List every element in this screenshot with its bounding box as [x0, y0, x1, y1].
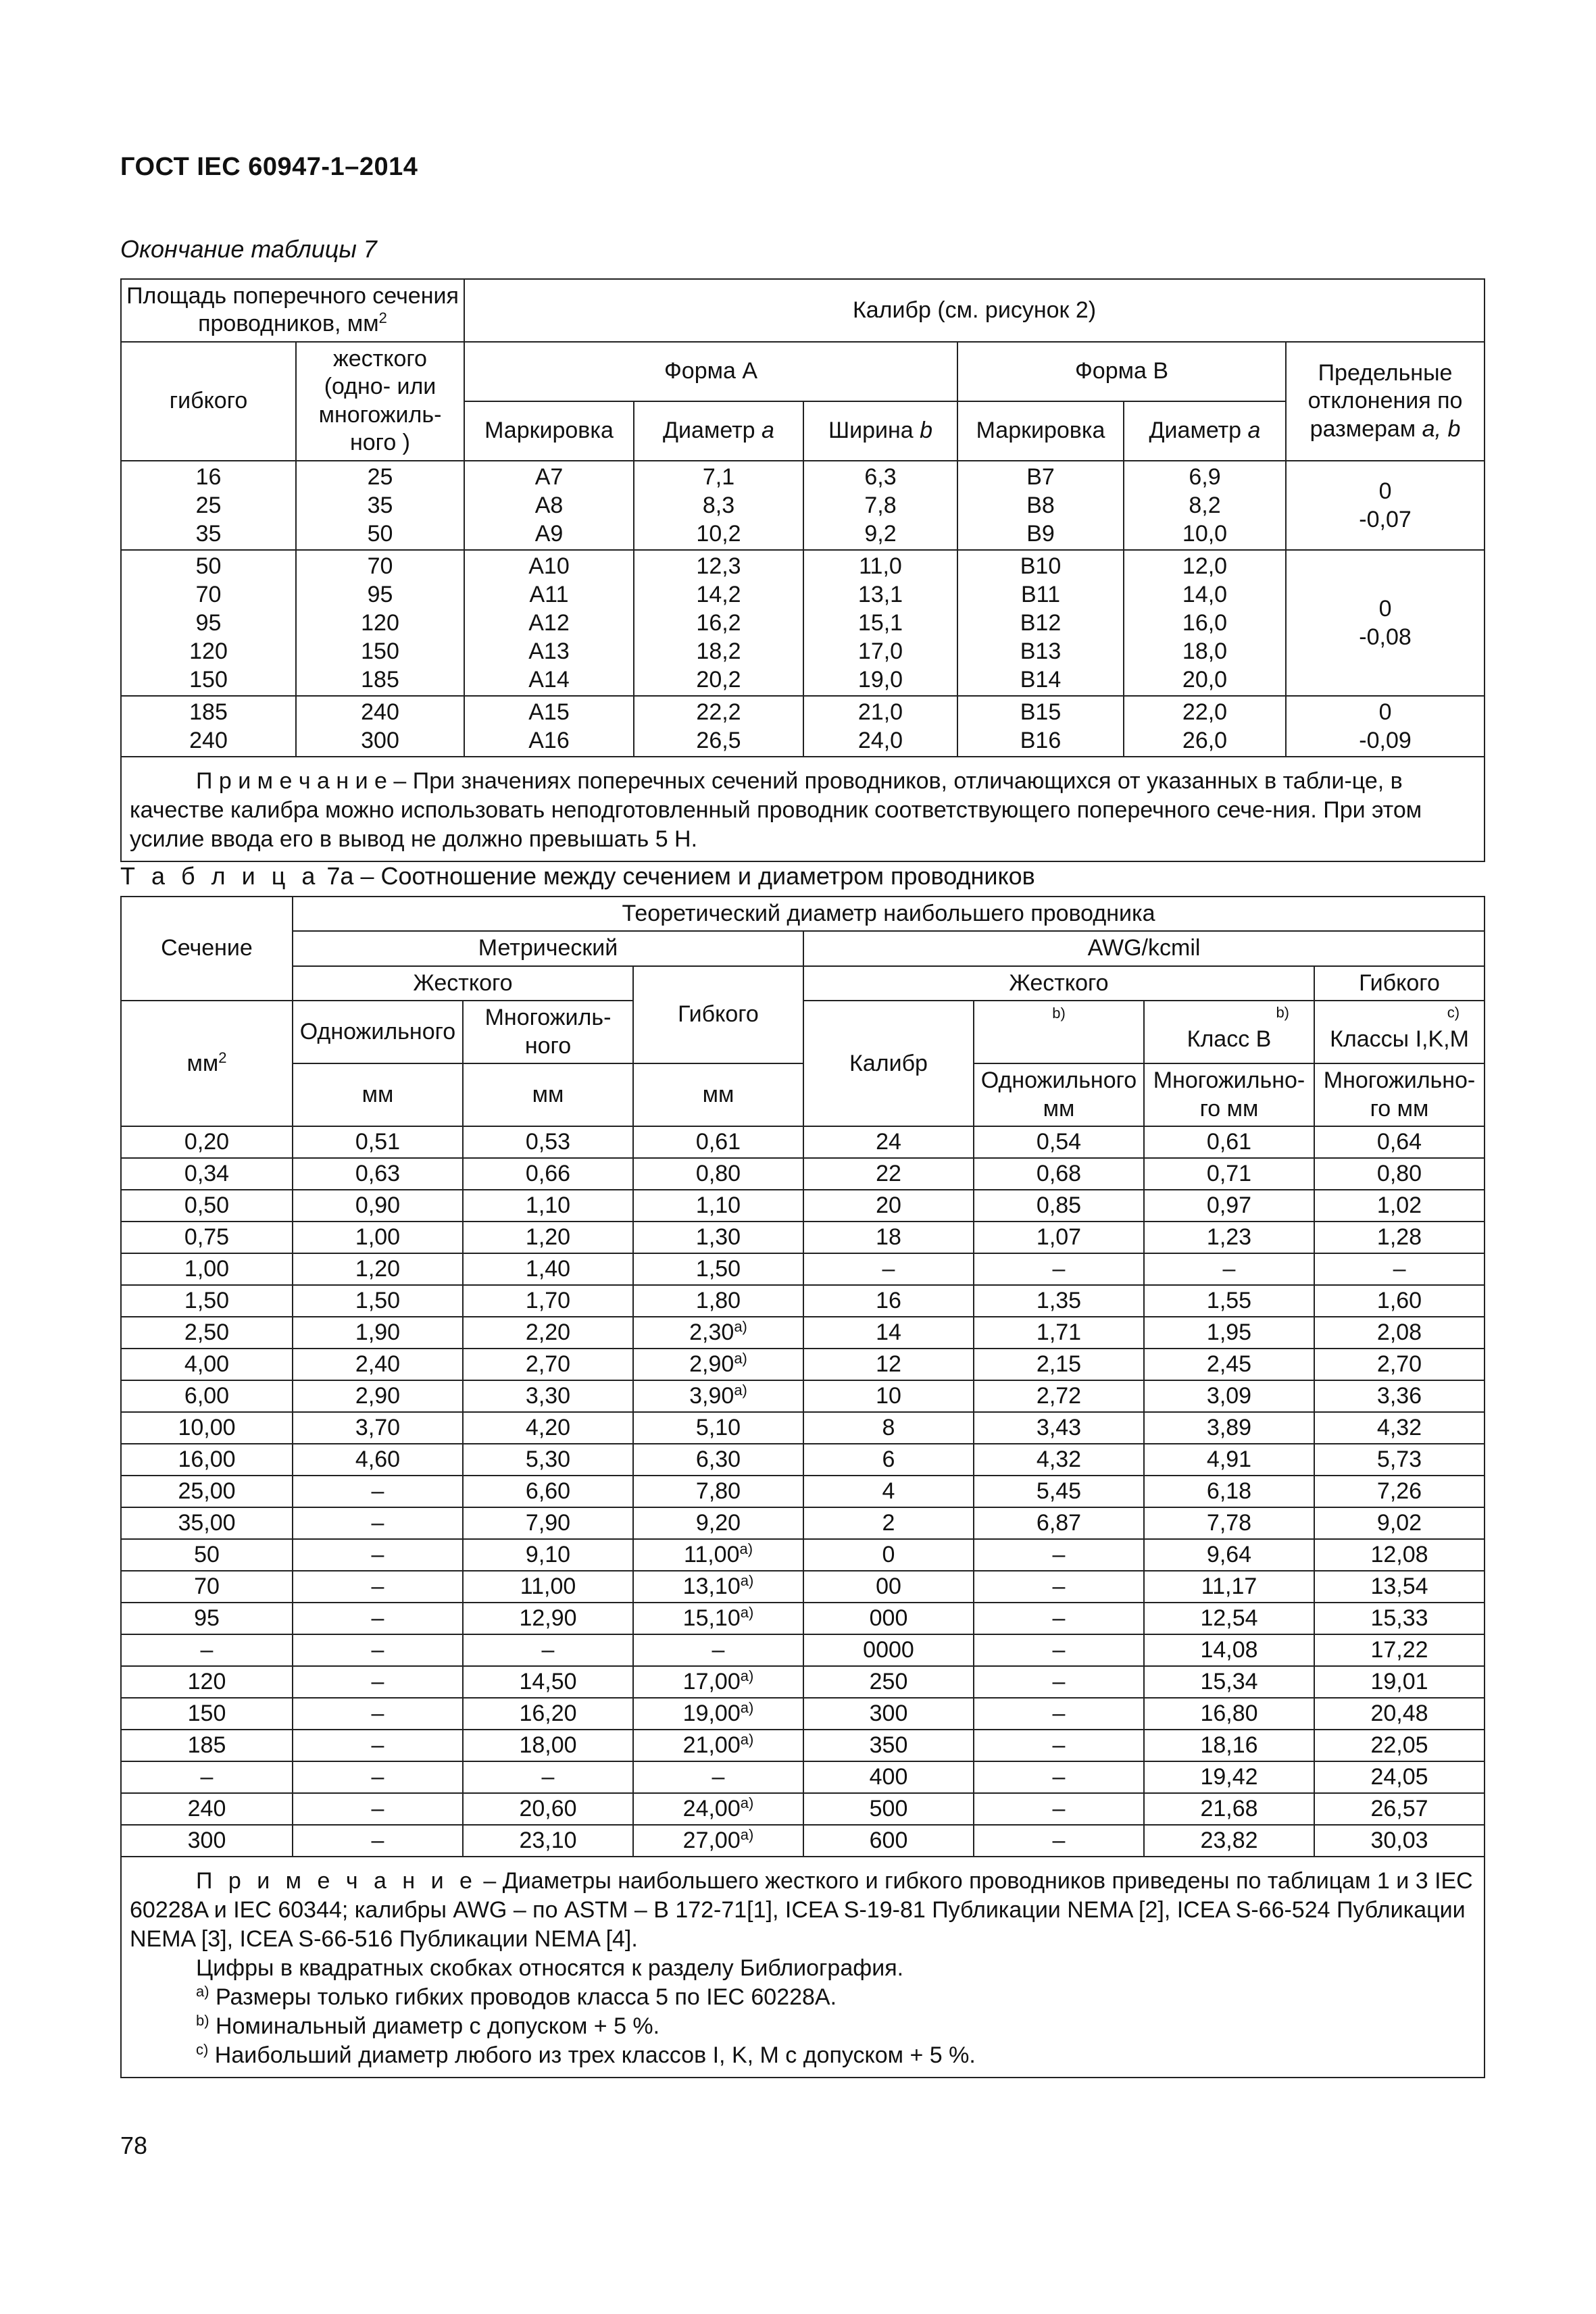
cell-awg-single: –	[974, 1571, 1144, 1603]
cell-awg-classes-ikm: 30,03	[1314, 1825, 1485, 1857]
cell-flexible: –	[633, 1634, 803, 1666]
table-7-group	[121, 550, 1485, 696]
table-row	[121, 1539, 1485, 1571]
cell-section: 150	[121, 1698, 293, 1730]
cell-multi-core: 0,53	[463, 1126, 633, 1158]
footnote-mark: a)	[740, 1604, 754, 1621]
cell-section: 10,00	[121, 1412, 293, 1444]
header-mm2: $мм^2$	[121, 1001, 293, 1126]
cell-section: 50	[121, 1539, 293, 1571]
header-multi-core-mm: Многожильно- го мм	[1144, 1063, 1314, 1126]
cell-awg-class-b: 18,16	[1144, 1730, 1314, 1761]
cell-multi-core: 18,00	[463, 1730, 633, 1761]
cell-awg-classes-ikm: 5,73	[1314, 1444, 1485, 1476]
cell-awg-class-b: 4,91	[1144, 1444, 1314, 1476]
cell-flexible: 13,10$^{a)}$	[633, 1571, 803, 1603]
cell-awg-classes-ikm: 1,02	[1314, 1190, 1485, 1222]
cell-diameter-b: 22,0 26,0	[1124, 696, 1286, 757]
header-diameter-b: Диаметр a	[1124, 401, 1286, 461]
cell-section: –	[121, 1761, 293, 1793]
cell-single-core: –	[293, 1666, 463, 1698]
cell-awg-single: –	[974, 1761, 1144, 1793]
table-row	[121, 1317, 1485, 1349]
cell-single-core: 1,90	[293, 1317, 463, 1349]
cell-multi-core: 12,90	[463, 1603, 633, 1634]
cell-single-core: 0,51	[293, 1126, 463, 1158]
cell-awg-single: 4,32	[974, 1444, 1144, 1476]
cell-awg-gauge: 24	[803, 1126, 974, 1158]
cell-flexible: –	[633, 1761, 803, 1793]
cell-multi-core: 20,60	[463, 1793, 633, 1825]
table-row	[121, 1380, 1485, 1412]
cell-single-core: 0,63	[293, 1158, 463, 1190]
footnote-mark: a)	[740, 1731, 754, 1749]
cell-awg-class-b: 11,17	[1144, 1571, 1314, 1603]
cell-awg-single: 1,71	[974, 1317, 1144, 1349]
table-row	[121, 1190, 1485, 1222]
cell-awg-gauge: 350	[803, 1730, 974, 1761]
cell-diameter-a: 22,2 26,5	[634, 696, 803, 757]
cell-width-a: 21,0 24,0	[803, 696, 957, 757]
cell-marking-b: В15 В16	[957, 696, 1124, 757]
cell-awg-class-b: 6,18	[1144, 1476, 1314, 1507]
table-row	[121, 1730, 1485, 1761]
table-row	[121, 1634, 1485, 1666]
cell-awg-gauge: 0000	[803, 1634, 974, 1666]
cell-awg-single: 0,54	[974, 1126, 1144, 1158]
cell-awg-single: 2,72	[974, 1380, 1144, 1412]
cell-section: 185	[121, 1730, 293, 1761]
cell-multi-core: 16,20	[463, 1698, 633, 1730]
cell-awg-single: 2,15	[974, 1349, 1144, 1380]
header-unit-mm: мм	[293, 1063, 463, 1126]
cell-awg-class-b: 1,23	[1144, 1222, 1314, 1253]
cell-awg-single: 5,45	[974, 1476, 1144, 1507]
cell-multi-core: 0,66	[463, 1158, 633, 1190]
cell-multi-core: 1,20	[463, 1222, 633, 1253]
cell-single-core: –	[293, 1793, 463, 1825]
cell-single-core: –	[293, 1571, 463, 1603]
cell-awg-classes-ikm: 9,02	[1314, 1507, 1485, 1539]
cell-flexible: 15,10$^{a)}$	[633, 1603, 803, 1634]
cell-awg-classes-ikm: 2,70	[1314, 1349, 1485, 1380]
cell-awg-gauge: 0	[803, 1539, 974, 1571]
cell-section: –	[121, 1634, 293, 1666]
cell-tolerance: 0 -0,08	[1286, 550, 1485, 696]
cell-awg-classes-ikm: 15,33	[1314, 1603, 1485, 1634]
cell-single-core: 3,70	[293, 1412, 463, 1444]
cell-flexible: 6,30	[633, 1444, 803, 1476]
cell-section: 70	[121, 1571, 293, 1603]
table-row	[121, 1571, 1485, 1603]
cell-awg-class-b: 23,82	[1144, 1825, 1314, 1857]
note-label: П р и м е ч а н и е	[196, 1868, 477, 1894]
cell-section: 0,20	[121, 1126, 293, 1158]
footnote-mark: a)	[734, 1350, 747, 1367]
cell-awg-single: –	[974, 1253, 1144, 1285]
table-row	[121, 1253, 1485, 1285]
cell-awg-single: –	[974, 1793, 1144, 1825]
cell-multi-core: –	[463, 1634, 633, 1666]
cell-awg-classes-ikm: 13,54	[1314, 1571, 1485, 1603]
table-row	[121, 1476, 1485, 1507]
footnote-mark: a)	[739, 1540, 753, 1558]
cell-awg-classes-ikm: 1,28	[1314, 1222, 1485, 1253]
header-gauge: Калибр (см. рисунок 2)	[464, 279, 1485, 342]
cell-awg-gauge: 12	[803, 1349, 974, 1380]
cell-awg-class-b: 0,97	[1144, 1190, 1314, 1222]
header-multi-core-mm: Многожильно- го мм	[1314, 1063, 1485, 1126]
header-section: Сечение	[121, 897, 293, 1001]
cell-multi-core: 1,40	[463, 1253, 633, 1285]
cell-flexible: 27,00$^{a)}$	[633, 1825, 803, 1857]
header-area: Площадь поперечного сечения проводников, $мм^2$	[121, 279, 464, 342]
cell-single-core: –	[293, 1761, 463, 1793]
cell-awg-classes-ikm: 22,05	[1314, 1730, 1485, 1761]
cell-awg-class-b: 19,42	[1144, 1761, 1314, 1793]
cell-awg-class-b: 2,45	[1144, 1349, 1314, 1380]
cell-section: 0,75	[121, 1222, 293, 1253]
cell-single-core: –	[293, 1825, 463, 1857]
header-marking-b: Маркировка	[957, 401, 1124, 461]
cell-awg-gauge: 600	[803, 1825, 974, 1857]
cell-awg-gauge: 10	[803, 1380, 974, 1412]
table-7-group	[121, 461, 1485, 550]
cell-rigid: 240 300	[296, 696, 464, 757]
cell-awg-gauge: 400	[803, 1761, 974, 1793]
cell-multi-core: –	[463, 1761, 633, 1793]
header-awg-gauge: Калибр	[803, 1001, 974, 1126]
note-text: – При значениях поперечных сечений проводников, отличающихся от указанных в табли-це, в качестве калибра можно использовать неподготовленный проводник соответствующего поперечного сече-ния. При этом усилие ввода его в вывод не должно превышать 5 Н.	[130, 768, 1422, 852]
cell-flexible: 21,00$^{a)}$	[633, 1730, 803, 1761]
cell-section: 1,00	[121, 1253, 293, 1285]
header-single-core-mm: Одножильного мм	[974, 1063, 1144, 1126]
cell-awg-class-b: 12,54	[1144, 1603, 1314, 1634]
cell-awg-single: –	[974, 1730, 1144, 1761]
cell-section: 2,50	[121, 1317, 293, 1349]
cell-awg-single: 6,87	[974, 1507, 1144, 1539]
cell-single-core: 4,60	[293, 1444, 463, 1476]
cell-marking-a: А10 А11 А12 А13 А14	[464, 550, 634, 696]
cell-awg-gauge: 250	[803, 1666, 974, 1698]
cell-awg-class-b: 7,78	[1144, 1507, 1314, 1539]
page-number: 78	[120, 2132, 148, 2159]
cell-awg-gauge: 20	[803, 1190, 974, 1222]
cell-tolerance: 0 -0,07	[1286, 461, 1485, 550]
note-label: П р и м е ч а н и е	[196, 768, 387, 794]
cell-multi-core: 5,30	[463, 1444, 633, 1476]
table-row	[121, 1666, 1485, 1698]
header-awg: AWG/kcmil	[803, 931, 1485, 965]
cell-awg-class-b: 3,09	[1144, 1380, 1314, 1412]
table-row	[121, 1603, 1485, 1634]
table-row	[121, 1761, 1485, 1793]
header-form-b: Форма В	[957, 342, 1286, 401]
cell-flexible: 19,00$^{a)}$	[633, 1698, 803, 1730]
cell-single-core: –	[293, 1476, 463, 1507]
table-row	[121, 1412, 1485, 1444]
cell-flexible: 5,10	[633, 1412, 803, 1444]
cell-awg-classes-ikm: 12,08	[1314, 1539, 1485, 1571]
table-row	[121, 1793, 1485, 1825]
cell-awg-gauge: 8	[803, 1412, 974, 1444]
cell-flexible: 17,00$^{a)}$	[633, 1666, 803, 1698]
cell-awg-class-b: 3,89	[1144, 1412, 1314, 1444]
cell-awg-class-b: 9,64	[1144, 1539, 1314, 1571]
cell-multi-core: 1,70	[463, 1285, 633, 1317]
cell-section: 35,00	[121, 1507, 293, 1539]
cell-awg-gauge: 6	[803, 1444, 974, 1476]
header-metric-flexible: Гибкого	[633, 966, 803, 1063]
cell-section: 0,34	[121, 1158, 293, 1190]
document-title: ГОСТ IEC 60947-1–2014	[120, 153, 418, 181]
table-7-caption: Окончание таблицы 7	[120, 235, 377, 263]
header-unit-mm: мм	[633, 1063, 803, 1126]
cell-awg-single: –	[974, 1666, 1144, 1698]
cell-section: 95	[121, 1603, 293, 1634]
table-row	[121, 1507, 1485, 1539]
cell-section: 6,00	[121, 1380, 293, 1412]
cell-single-core: –	[293, 1539, 463, 1571]
cell-single-core: 2,40	[293, 1349, 463, 1380]
cell-single-core: 2,90	[293, 1380, 463, 1412]
footnote-mark: a)	[734, 1318, 747, 1336]
header-awg-rigid: Жесткого	[803, 966, 1314, 1001]
footnote-mark: a)	[740, 1699, 754, 1717]
header-limit-deviation: Предельные отклонения по размерам a, b	[1286, 342, 1485, 461]
cell-awg-single: –	[974, 1539, 1144, 1571]
cell-awg-single: –	[974, 1603, 1144, 1634]
table-row	[121, 1444, 1485, 1476]
cell-awg-gauge: 300	[803, 1698, 974, 1730]
cell-awg-classes-ikm: 1,60	[1314, 1285, 1485, 1317]
footnote-mark: a)	[734, 1382, 747, 1399]
footnote-mark: a)	[740, 1667, 754, 1685]
cell-flexible: 1,10	[633, 1190, 803, 1222]
cell-section: 300	[121, 1825, 293, 1857]
cell-awg-classes-ikm: 20,48	[1314, 1698, 1485, 1730]
cell-rigid: 70 95 120 150 185	[296, 550, 464, 696]
cell-multi-core: 7,90	[463, 1507, 633, 1539]
header-rigid: жесткого (одно- или многожиль- ного )	[296, 342, 464, 461]
table-7	[120, 278, 1485, 862]
cell-awg-gauge: 00	[803, 1571, 974, 1603]
footnote-mark: a)	[740, 1794, 754, 1812]
table-row	[121, 1222, 1485, 1253]
cell-multi-core: 2,20	[463, 1317, 633, 1349]
cell-marking-b: В7 В8 В9	[957, 461, 1124, 550]
footnote-mark: a)	[740, 1826, 754, 1844]
cell-awg-gauge: 000	[803, 1603, 974, 1634]
cell-section: 25,00	[121, 1476, 293, 1507]
header-marking-a: Маркировка	[464, 401, 634, 461]
cell-flexible: 7,80	[633, 1476, 803, 1507]
cell-diameter-a: 12,3 14,2 16,2 18,2 20,2	[634, 550, 803, 696]
cell-awg-class-b: 15,34	[1144, 1666, 1314, 1698]
cell-awg-classes-ikm: 19,01	[1314, 1666, 1485, 1698]
cell-section: 0,50	[121, 1190, 293, 1222]
cell-multi-core: 3,30	[463, 1380, 633, 1412]
cell-rigid: 25 35 50	[296, 461, 464, 550]
header-awg-single-note: b)	[974, 1001, 1144, 1063]
cell-awg-class-b: 21,68	[1144, 1793, 1314, 1825]
cell-awg-classes-ikm: 7,26	[1314, 1476, 1485, 1507]
cell-awg-class-b: 0,61	[1144, 1126, 1314, 1158]
cell-awg-class-b: 16,80	[1144, 1698, 1314, 1730]
footnote-c: $^{c)}$ Наибольший диаметр любого из трех классов I, K, M с допуском + 5 %.	[196, 2041, 976, 2069]
table-row	[121, 1698, 1485, 1730]
cell-section: 1,50	[121, 1285, 293, 1317]
cell-flex: 16 25 35	[121, 461, 296, 550]
header-awg-flexible: Гибкого	[1314, 966, 1485, 1001]
cell-awg-gauge: 18	[803, 1222, 974, 1253]
table-7a	[120, 896, 1485, 2078]
cell-awg-classes-ikm: 24,05	[1314, 1761, 1485, 1793]
cell-diameter-b: 12,0 14,0 16,0 18,0 20,0	[1124, 550, 1286, 696]
cell-awg-classes-ikm: 2,08	[1314, 1317, 1485, 1349]
cell-awg-class-b: 0,71	[1144, 1158, 1314, 1190]
cell-single-core: 1,00	[293, 1222, 463, 1253]
cell-awg-single: 1,07	[974, 1222, 1144, 1253]
cell-awg-class-b: 1,55	[1144, 1285, 1314, 1317]
cell-section: 4,00	[121, 1349, 293, 1380]
cell-awg-class-b: 14,08	[1144, 1634, 1314, 1666]
header-unit-mm: мм	[463, 1063, 633, 1126]
cell-multi-core: 14,50	[463, 1666, 633, 1698]
cell-multi-core: 23,10	[463, 1825, 633, 1857]
cell-section: 16,00	[121, 1444, 293, 1476]
cell-awg-gauge: 22	[803, 1158, 974, 1190]
table-row	[121, 1285, 1485, 1317]
cell-single-core: –	[293, 1507, 463, 1539]
cell-awg-single: –	[974, 1825, 1144, 1857]
cell-marking-b: В10 В11 В12 В13 В14	[957, 550, 1124, 696]
cell-awg-gauge: 500	[803, 1793, 974, 1825]
cell-single-core: 1,50	[293, 1285, 463, 1317]
cell-flexible: 11,00$^{a)}$	[633, 1539, 803, 1571]
footnote-mark: a)	[740, 1572, 754, 1590]
cell-awg-single: –	[974, 1698, 1144, 1730]
cell-awg-classes-ikm: 17,22	[1314, 1634, 1485, 1666]
header-metric: Метрический	[293, 931, 803, 965]
cell-awg-classes-ikm: 0,80	[1314, 1158, 1485, 1190]
cell-flexible: 3,90$^{a)}$	[633, 1380, 803, 1412]
cell-awg-gauge: 14	[803, 1317, 974, 1349]
cell-flexible: 2,30$^{a)}$	[633, 1317, 803, 1349]
cell-width-a: 11,0 13,1 15,1 17,0 19,0	[803, 550, 957, 696]
cell-flexible: 1,50	[633, 1253, 803, 1285]
header-diameter-a: Диаметр a	[634, 401, 803, 461]
header-single-core: Одножильного	[293, 1001, 463, 1063]
cell-awg-gauge: –	[803, 1253, 974, 1285]
header-class-b: $^{b)}$ Класс В	[1144, 1001, 1314, 1063]
cell-awg-gauge: 16	[803, 1285, 974, 1317]
cell-flexible: 9,20	[633, 1507, 803, 1539]
cell-awg-classes-ikm: 0,64	[1314, 1126, 1485, 1158]
cell-awg-single: –	[974, 1634, 1144, 1666]
cell-section: 120	[121, 1666, 293, 1698]
cell-section: 240	[121, 1793, 293, 1825]
header-multi-core: Многожиль- ного	[463, 1001, 633, 1063]
cell-awg-single: 1,35	[974, 1285, 1144, 1317]
table-7-group	[121, 696, 1485, 757]
cell-single-core: 1,20	[293, 1253, 463, 1285]
cell-flex: 50 70 95 120 150	[121, 550, 296, 696]
cell-single-core: 0,90	[293, 1190, 463, 1222]
header-metric-rigid: Жесткого	[293, 966, 633, 1001]
cell-flexible: 1,80	[633, 1285, 803, 1317]
note-text: – Диаметры наибольшего жесткого и гибкого проводников приведены по таблицам 1 и 3 IEC 60228A и IEC 60344; калибры AWG – по ASTM – В 172-71[1], ICEA S-19-81 Публикации NEMA [2], ICEA S-66-524 Публикации NEMA [3], ICEA S-66-516 Публикации NEMA [4].	[130, 1868, 1473, 1953]
cell-multi-core: 4,20	[463, 1412, 633, 1444]
cell-awg-classes-ikm: 4,32	[1314, 1412, 1485, 1444]
table-row	[121, 1825, 1485, 1857]
footnote-b: $^{b)}$ Номинальный диаметр с допуском + 5 %.	[196, 2012, 660, 2040]
cell-awg-classes-ikm: –	[1314, 1253, 1485, 1285]
table-7a-note	[121, 1857, 1485, 2078]
cell-multi-core: 2,70	[463, 1349, 633, 1380]
header-classes-ikm: $^{c)}$ Классы I,K,M	[1314, 1001, 1485, 1063]
cell-flexible: 1,30	[633, 1222, 803, 1253]
header-form-a: Форма А	[464, 342, 957, 401]
cell-awg-gauge: 4	[803, 1476, 974, 1507]
cell-single-core: –	[293, 1730, 463, 1761]
header-theoretical-diameter: Теоретический диаметр наибольшего проводника	[293, 897, 1485, 931]
cell-single-core: –	[293, 1634, 463, 1666]
table-7-note	[121, 757, 1485, 861]
cell-diameter-b: 6,9 8,2 10,0	[1124, 461, 1286, 550]
footnote-a: $^{a)}$ Размеры только гибких проводов класса 5 по IEC 60228A.	[196, 1983, 837, 2011]
cell-awg-class-b: –	[1144, 1253, 1314, 1285]
table-7a-caption: Т а б л и ц а 7а – Соотношение между сечением и диаметром проводников	[120, 862, 1035, 890]
header-flexible: гибкого	[121, 342, 296, 461]
table-row	[121, 1126, 1485, 1158]
cell-multi-core: 11,00	[463, 1571, 633, 1603]
cell-awg-single: 3,43	[974, 1412, 1144, 1444]
cell-flex: 185 240	[121, 696, 296, 757]
note-line: Цифры в квадратных скобках относятся к разделу Библиография.	[196, 1955, 904, 1982]
cell-single-core: –	[293, 1603, 463, 1634]
cell-awg-class-b: 1,95	[1144, 1317, 1314, 1349]
cell-multi-core: 9,10	[463, 1539, 633, 1571]
cell-tolerance: 0 -0,09	[1286, 696, 1485, 757]
cell-width-a: 6,3 7,8 9,2	[803, 461, 957, 550]
cell-marking-a: А15 А16	[464, 696, 634, 757]
cell-awg-single: 0,85	[974, 1190, 1144, 1222]
cell-diameter-a: 7,1 8,3 10,2	[634, 461, 803, 550]
header-width-a: Ширина b	[803, 401, 957, 461]
cell-multi-core: 1,10	[463, 1190, 633, 1222]
table-row	[121, 1349, 1485, 1380]
cell-flexible: 2,90$^{a)}$	[633, 1349, 803, 1380]
table-row	[121, 1158, 1485, 1190]
cell-multi-core: 6,60	[463, 1476, 633, 1507]
cell-marking-a: А7 А8 А9	[464, 461, 634, 550]
cell-flexible: 24,00$^{a)}$	[633, 1793, 803, 1825]
cell-awg-gauge: 2	[803, 1507, 974, 1539]
cell-awg-classes-ikm: 26,57	[1314, 1793, 1485, 1825]
cell-single-core: –	[293, 1698, 463, 1730]
cell-flexible: 0,61	[633, 1126, 803, 1158]
cell-awg-classes-ikm: 3,36	[1314, 1380, 1485, 1412]
cell-awg-single: 0,68	[974, 1158, 1144, 1190]
cell-flexible: 0,80	[633, 1158, 803, 1190]
